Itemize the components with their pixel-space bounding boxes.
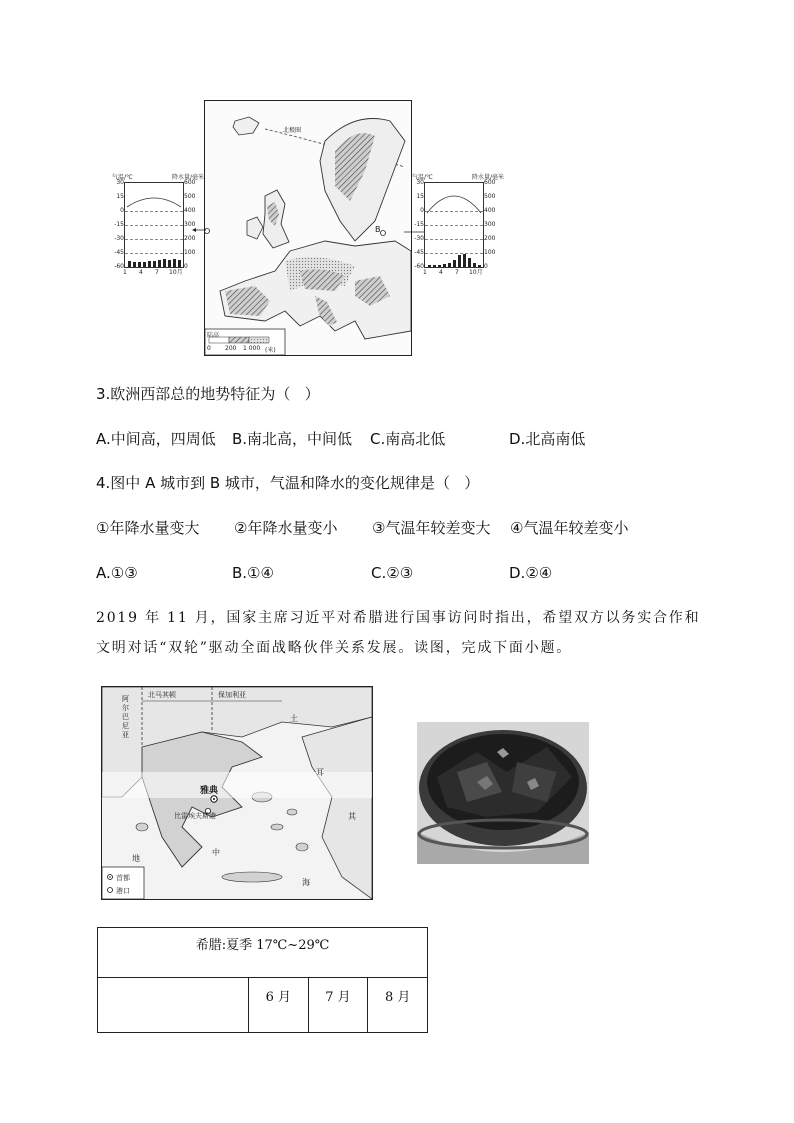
label-turkey: 其	[348, 812, 356, 821]
table-header-june: 6 月	[249, 978, 309, 1033]
precip-bar	[173, 259, 176, 267]
europe-figure	[112, 100, 512, 356]
x-tick: 1	[423, 269, 427, 276]
y2-tick: 100	[184, 249, 196, 256]
y2-tick: 600	[484, 179, 496, 186]
y2-tick: 500	[184, 193, 196, 200]
climograph-plot	[414, 179, 496, 276]
precip-bar	[448, 263, 451, 267]
y2-tick: 100	[484, 249, 496, 256]
label-north-macedonia: 北马其顿	[148, 691, 176, 699]
temperature-curve	[425, 183, 483, 267]
q4-option-d: D.②④	[509, 564, 553, 582]
precip-bar	[453, 260, 456, 267]
table-cell	[98, 978, 249, 1033]
y-tick: 0	[120, 207, 124, 214]
q3-option-b: B.南北高，中间低	[232, 430, 353, 448]
y2-tick: 0	[184, 263, 188, 270]
y2-tick: 400	[184, 207, 196, 214]
label-athens: 雅典	[200, 786, 219, 796]
greece-landmass	[102, 687, 372, 899]
y-tick: -30	[114, 235, 124, 242]
city-b-marker	[381, 231, 386, 236]
y2-tick: 500	[484, 193, 496, 200]
precip-bar	[128, 261, 131, 267]
climograph-b	[412, 172, 504, 284]
legend-value: 0	[207, 345, 211, 352]
table-header-august: 8 月	[368, 978, 428, 1033]
y-tick: -30	[414, 235, 424, 242]
precip-axis-title: 降水量/毫米	[471, 174, 504, 181]
greece-map	[101, 686, 373, 900]
legend-capital: 首都	[116, 874, 130, 882]
climograph-plot	[114, 179, 196, 276]
passage-line-2: 文明对话“双轮”驱动全面战略伙伴关系发展。读图，完成下面小题。	[96, 640, 573, 656]
label-turkey: 土	[290, 714, 298, 723]
q3-option-a: A.中间高，四周低	[96, 430, 216, 448]
q4-option-a: A.①③	[96, 564, 138, 582]
y2-tick: 600	[184, 179, 196, 186]
y-tick: 0	[420, 207, 424, 214]
q4-option-c: C.②③	[371, 564, 414, 582]
precip-bar	[438, 265, 441, 267]
x-tick: 7	[455, 269, 459, 276]
q4-statement-4: ④气温年较差变小	[510, 519, 629, 537]
x-tick: 7	[155, 269, 159, 276]
y-tick: -15	[414, 221, 424, 228]
q3-option-d: D.北高南低	[509, 430, 586, 448]
y-tick: -45	[414, 249, 424, 256]
label-sea: 地	[132, 854, 140, 863]
y-tick: -60	[114, 263, 124, 270]
q4-statement-3: ③气温年较差变大	[372, 519, 491, 537]
y-tick: 15	[416, 193, 424, 200]
climate-table	[97, 927, 428, 1033]
y-tick: 15	[116, 193, 124, 200]
precip-axis-title: 降水量/毫米	[171, 174, 204, 181]
label-sea: 中	[212, 848, 220, 857]
q3-option-c: C.南高北低	[370, 430, 446, 448]
y-tick: -60	[414, 263, 424, 270]
legend-port: 港口	[116, 887, 130, 895]
precip-bar	[168, 260, 171, 267]
precip-bar	[133, 262, 136, 267]
label-albania: 阿尔巴尼亚	[122, 695, 129, 739]
food-photo-image	[417, 722, 589, 864]
city-a-marker	[205, 229, 210, 234]
y2-tick: 400	[484, 207, 496, 214]
precip-bar	[143, 262, 146, 267]
table-header-july: 7 月	[308, 978, 368, 1033]
passage-line-1: 2019 年 11 月，国家主席习近平对希腊进行国事访问时指出，希望双方以务实合作和	[96, 610, 701, 626]
x-tick: 10月	[469, 269, 483, 276]
precip-bar	[153, 261, 156, 267]
climograph-a	[112, 172, 204, 284]
label-sea: 海	[302, 878, 310, 887]
table-title: 希腊:夏季 17℃~29℃	[98, 928, 428, 978]
q4-statement-2: ②年降水量变小	[234, 519, 338, 537]
x-tick: 4	[439, 269, 443, 276]
legend-value: 1 000	[243, 345, 261, 352]
y2-tick: 200	[184, 235, 196, 242]
y2-tick: 300	[184, 221, 196, 228]
arctic-circle-label: 北极圈	[283, 127, 302, 134]
label-piraeus: 比雷埃夫斯港	[174, 812, 216, 820]
city-b-label: B	[375, 225, 381, 234]
y-tick: -15	[114, 221, 124, 228]
precip-bar	[433, 265, 436, 267]
europe-map	[204, 100, 412, 356]
temp-axis-title: 气温/℃	[112, 174, 133, 181]
precip-bar	[463, 254, 466, 267]
x-tick: 10月	[169, 269, 183, 276]
temp-axis-title: 气温/℃	[412, 174, 433, 181]
precip-bar	[428, 265, 431, 267]
precip-bar	[468, 258, 471, 267]
y-tick: 30	[416, 179, 424, 186]
x-tick: 4	[139, 269, 143, 276]
label-bulgaria: 保加利亚	[218, 691, 246, 699]
precip-bar	[163, 259, 166, 267]
q4-statement-1: ①年降水量变大	[96, 519, 200, 537]
temperature-curve	[125, 183, 183, 267]
legend-value: (米)	[265, 347, 276, 354]
y-tick: -45	[114, 249, 124, 256]
precip-bar	[458, 255, 461, 267]
q4-option-b: B.①④	[232, 564, 274, 582]
precip-bar	[148, 261, 151, 267]
label-turkey: 耳	[316, 768, 324, 777]
precip-bar	[178, 260, 181, 267]
precip-bar	[138, 262, 141, 267]
y2-tick: 0	[484, 263, 488, 270]
y2-tick: 200	[484, 235, 496, 242]
precip-bar	[443, 264, 446, 267]
legend-value: 200	[225, 345, 237, 352]
food-photo	[417, 722, 589, 864]
x-tick: 1	[123, 269, 127, 276]
question-4-stem: 4.图中 A 城市到 B 城市，气温和降水的变化规律是（ ）	[96, 474, 480, 492]
precip-bar	[158, 260, 161, 267]
y2-tick: 300	[484, 221, 496, 228]
legend-title: 陆高	[207, 332, 220, 339]
question-3-stem: 3.欧洲西部总的地势特征为（ ）	[96, 385, 320, 403]
y-tick: 30	[116, 179, 124, 186]
